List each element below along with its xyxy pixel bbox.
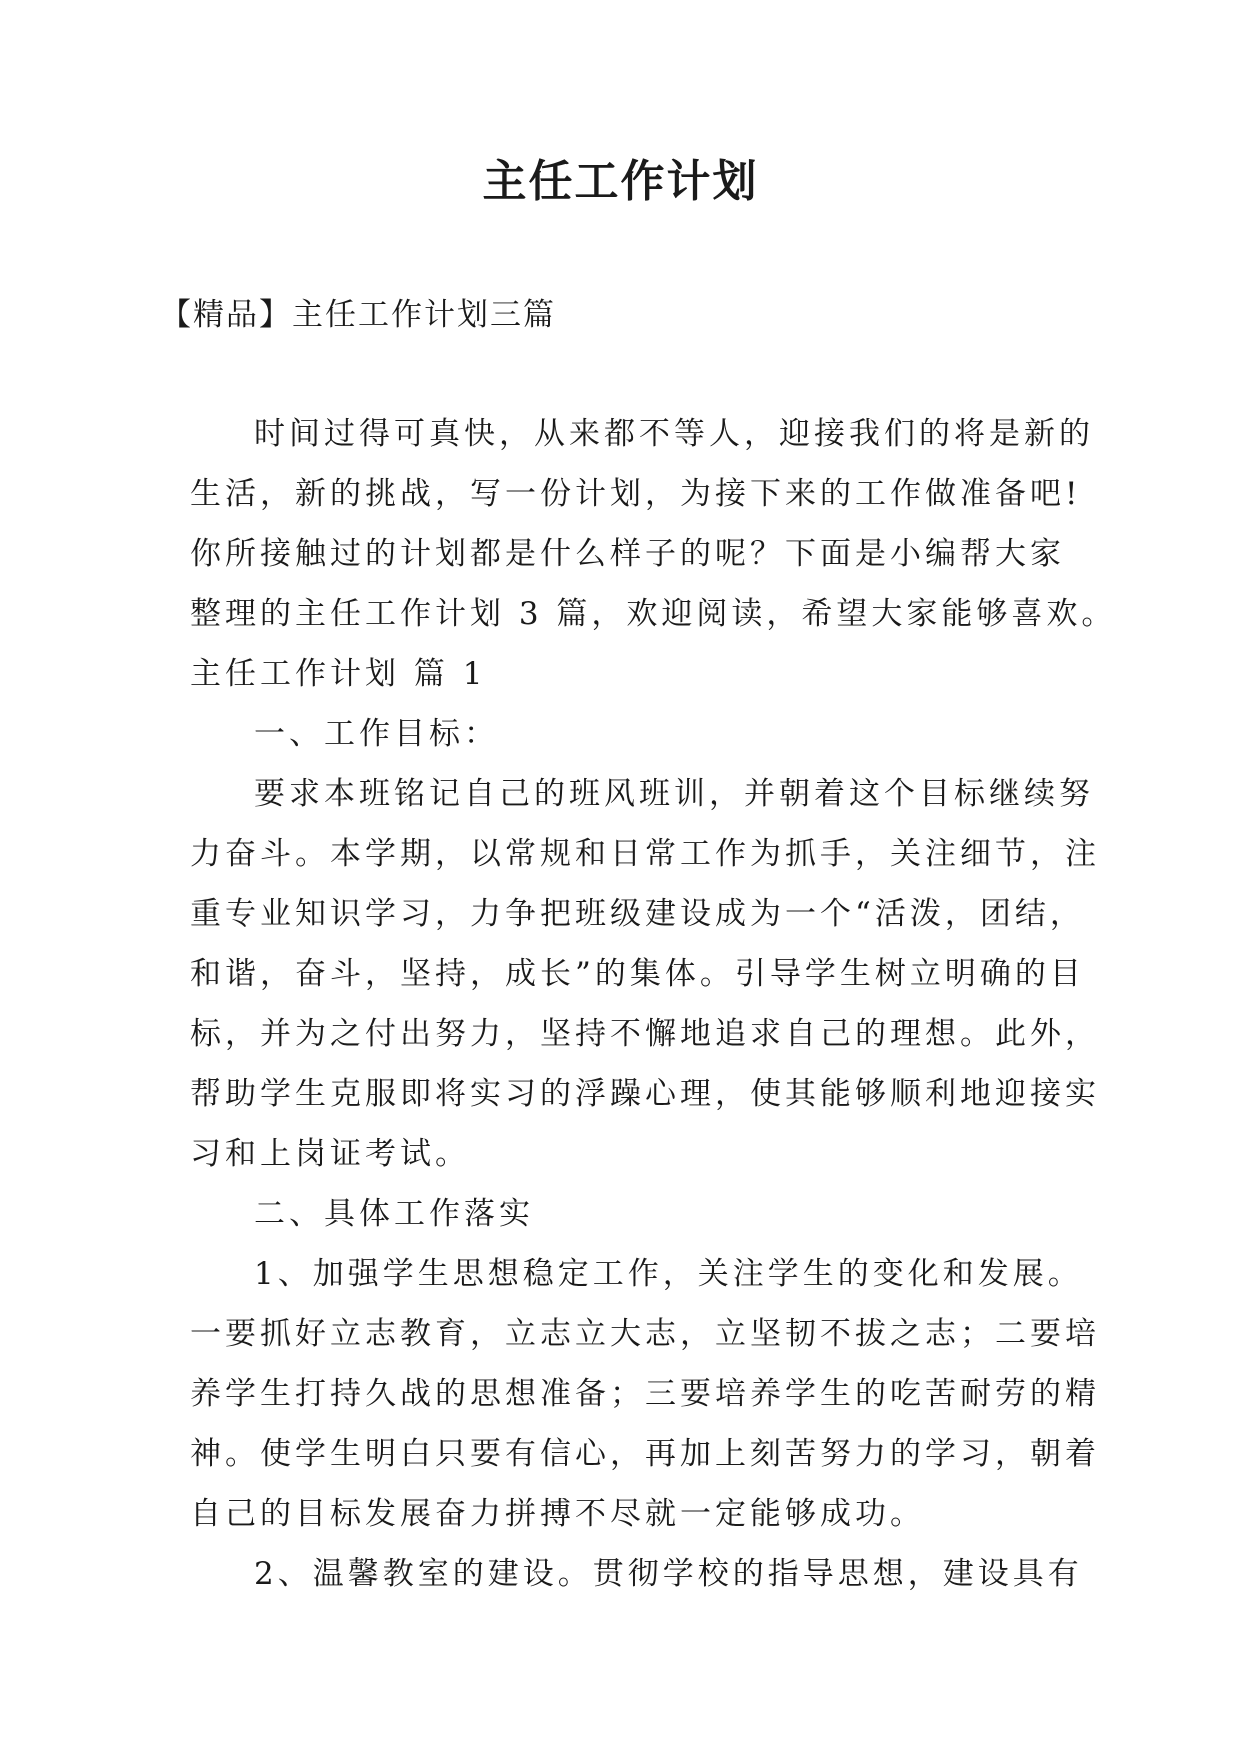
body-line: 帮助学生克服即将实习的浮躁心理，使其能够顺利地迎接实 bbox=[190, 1076, 1100, 1112]
subsection-heading: 一、工作目标： bbox=[254, 716, 499, 752]
body-line: 养学生打持久战的思想准备；三要培养学生的吃苦耐劳的精 bbox=[190, 1376, 1100, 1412]
body-line: 你所接触过的计划都是什么样子的呢？下面是小编帮大家 bbox=[190, 536, 1065, 572]
document-title: 主任工作计划 bbox=[482, 156, 759, 207]
body-line: 2、温馨教室的建设。贯彻学校的指导思想，建设具有 bbox=[254, 1556, 1083, 1592]
body-line: 生活，新的挑战，写一份计划，为接下来的工作做准备吧! bbox=[190, 476, 1082, 512]
body-line: 时间过得可真快，从来都不等人，迎接我们的将是新的 bbox=[254, 416, 1094, 452]
body-line: 1、加强学生思想稳定工作，关注学生的变化和发展。 bbox=[254, 1256, 1083, 1292]
body-line: 重专业知识学习，力争把班级建设成为一个“活泼，团结， bbox=[190, 896, 1085, 932]
body-line: 和谐，奋斗，坚持，成长”的集体。引导学生树立明确的目 bbox=[190, 956, 1085, 992]
body-line: 标，并为之付出努力，坚持不懈地追求自己的理想。此外， bbox=[190, 1016, 1100, 1052]
body-line: 要求本班铭记自己的班风班训，并朝着这个目标继续努 bbox=[254, 776, 1094, 812]
body-line: 整理的主任工作计划 3 篇，欢迎阅读，希望大家能够喜欢。 bbox=[190, 596, 1117, 632]
body-line: 力奋斗。本学期，以常规和日常工作为抓手，关注细节，注 bbox=[190, 836, 1100, 872]
document-body bbox=[190, 404, 1117, 1604]
subsection-heading: 二、具体工作落实 bbox=[254, 1196, 534, 1232]
section-heading: 主任工作计划 篇 1 bbox=[190, 656, 487, 692]
body-line: 习和上岗证考试。 bbox=[190, 1136, 470, 1172]
body-line: 神。使学生明白只要有信心，再加上刻苦努力的学习，朝着 bbox=[190, 1436, 1100, 1472]
document-subtitle: 【精品】主任工作计划三篇 bbox=[160, 297, 556, 333]
body-line: 自己的目标发展奋力拼搏不尽就一定能够成功。 bbox=[190, 1496, 925, 1532]
body-line: 一要抓好立志教育，立志立大志，立坚韧不拔之志；二要培 bbox=[190, 1316, 1100, 1352]
